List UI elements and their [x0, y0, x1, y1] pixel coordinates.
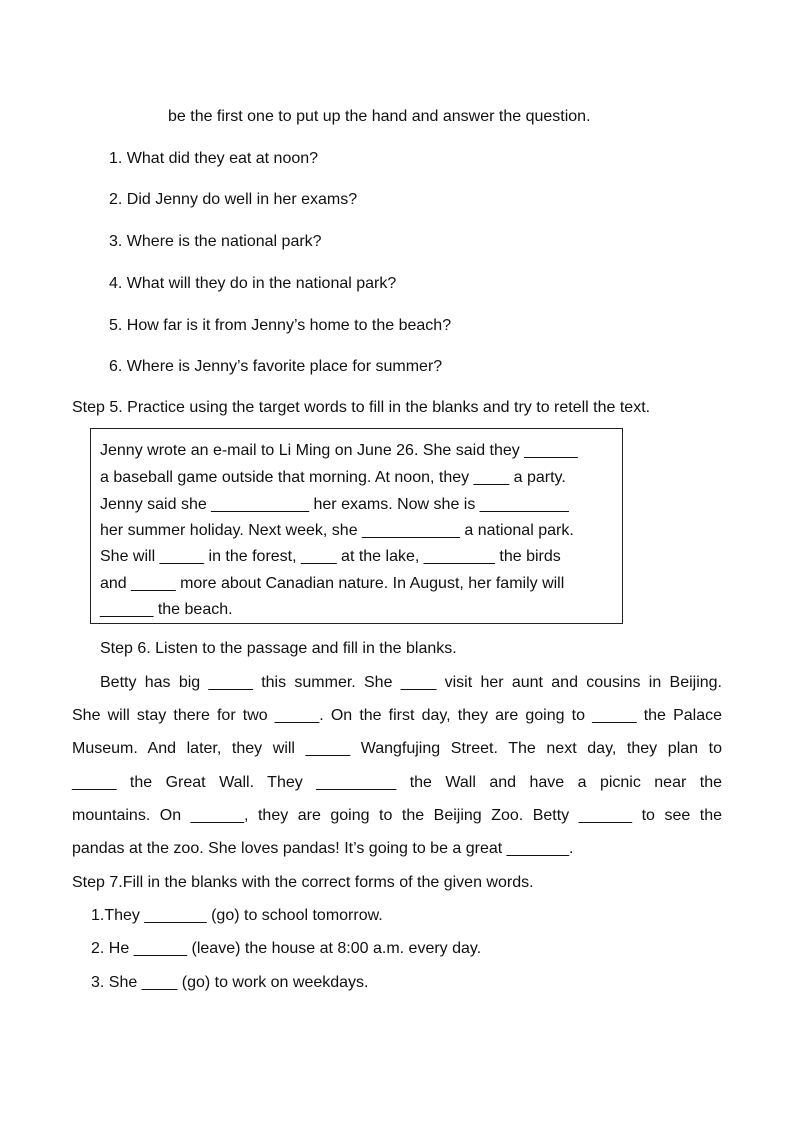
question-item: 4. What will they do in the national park?: [109, 275, 397, 292]
question-item: 1. What did they eat at noon?: [109, 150, 319, 167]
step5-heading: Step 5. Practice using the target words to fill in the blanks and try to retell the text.: [72, 399, 651, 416]
box-line: her summer holiday. Next week, she ___________ a national park.: [100, 522, 574, 539]
question-item: 6. Where is Jenny’s favorite place for summer?: [109, 358, 443, 375]
exercise-item: 1.They _______ (go) to school tomorrow.: [91, 907, 383, 924]
passage-line: She will stay there for two _____. On the first day, they are going to _____ the Palace: [72, 707, 722, 724]
box-line: Jenny wrote an e-mail to Li Ming on June 26. She said they ______: [100, 442, 578, 459]
exercise-item: 2. He ______ (leave) the house at 8:00 a.m. every day.: [91, 940, 482, 957]
passage-line: Museum. And later, they will _____ Wangfujing Street. The next day, they plan to: [72, 740, 722, 757]
passage-line: _____ the Great Wall. They _________ the Wall and have a picnic near the: [72, 774, 722, 791]
passage-line: pandas at the zoo. She loves pandas! It’s going to be a great _______.: [72, 840, 574, 857]
passage-line: mountains. On ______, they are going to the Beijing Zoo. Betty ______ to see the: [72, 807, 722, 824]
box-line: ______ the beach.: [100, 601, 233, 618]
box-line: and _____ more about Canadian nature. In August, her family will: [100, 575, 565, 592]
box-line: a baseball game outside that morning. At noon, they ____ a party.: [100, 469, 566, 486]
box-line: She will _____ in the forest, ____ at the lake, ________ the birds: [100, 548, 561, 565]
step6-heading: Step 6. Listen to the passage and fill in the blanks.: [100, 640, 457, 657]
question-item: 5. How far is it from Jenny’s home to the beach?: [109, 317, 452, 334]
step7-heading: Step 7.Fill in the blanks with the correct forms of the given words.: [72, 874, 534, 891]
step5-text-box: [90, 428, 623, 624]
passage-line: Betty has big _____ this summer. She ____ visit her aunt and cousins in Beijing.: [100, 674, 722, 691]
box-line: Jenny said she ___________ her exams. Now she is __________: [100, 496, 569, 513]
exercise-item: 3. She ____ (go) to work on weekdays.: [91, 974, 369, 991]
question-item: 2. Did Jenny do well in her exams?: [109, 191, 358, 208]
intro-line: be the first one to put up the hand and answer the question.: [168, 108, 591, 125]
question-item: 3. Where is the national park?: [109, 233, 322, 250]
